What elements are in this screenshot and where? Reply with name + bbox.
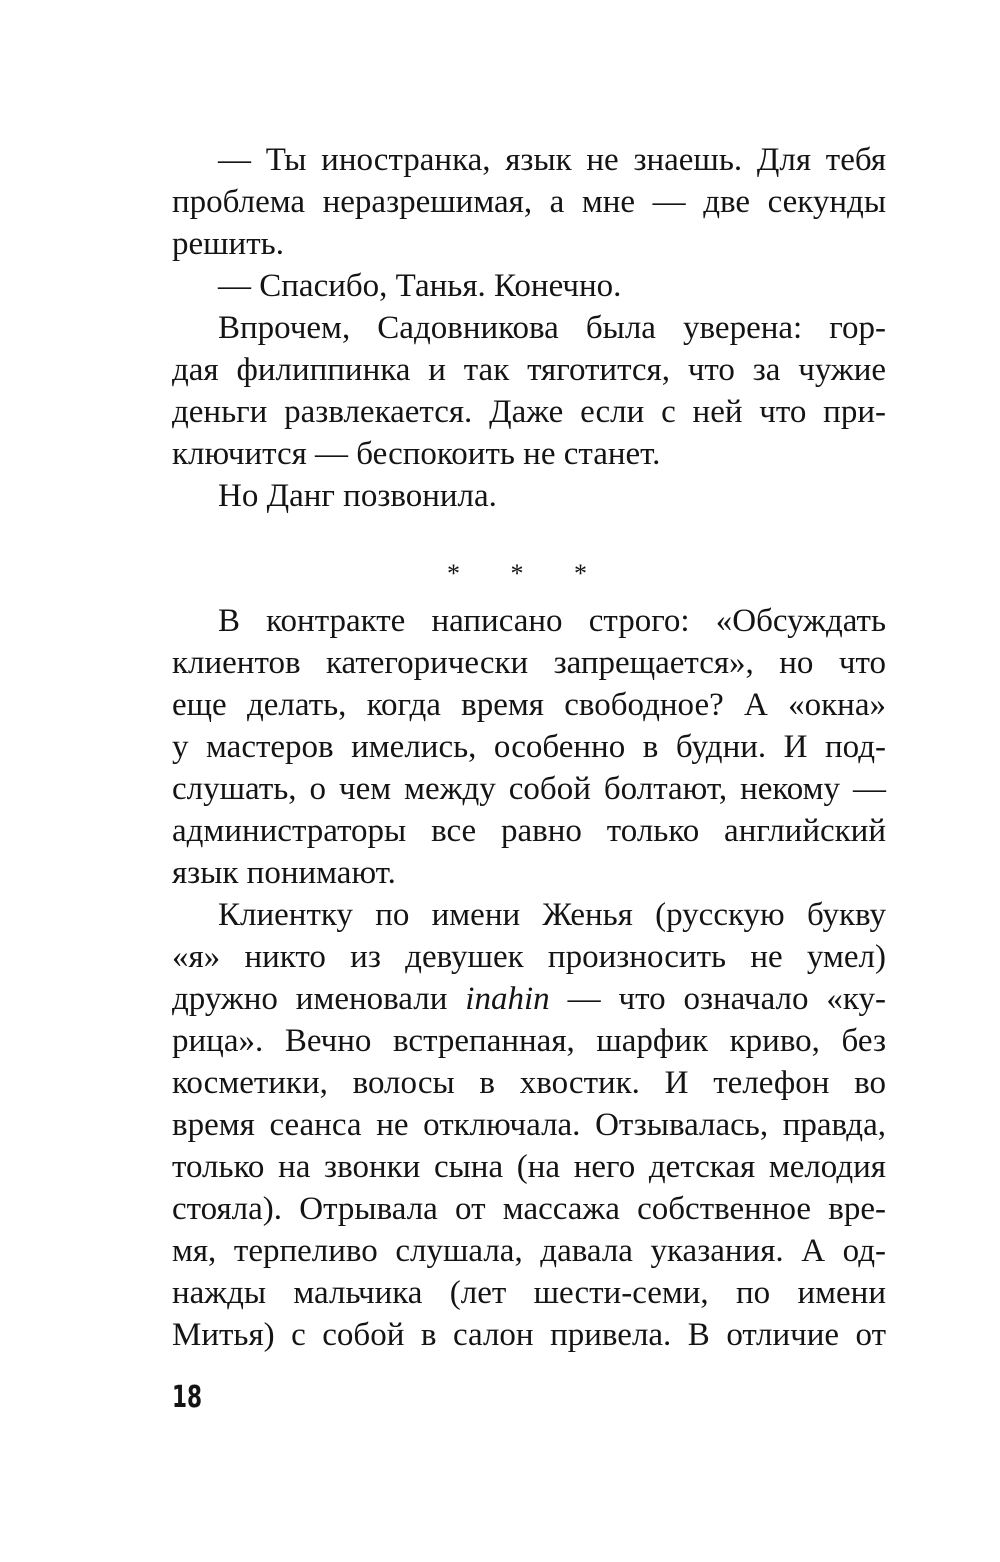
text-line: только на звонки сына (на него детская мелодия [172, 1149, 886, 1185]
top-text-block [172, 139, 886, 517]
text-line: «я» никто из девушек произносить не умел) [172, 939, 886, 975]
text-line: Впрочем, Садовникова была уверена: гор- [218, 310, 886, 346]
text-line: деньги развлекается. Даже если с ней что при- [172, 394, 886, 430]
text-line: Митья) с собой в салон привела. В отличие от [172, 1317, 886, 1353]
text-line: рица». Вечно встрепанная, шарфик криво, без [172, 1023, 886, 1059]
text-line: В контракте написано строго: «Обсуждать [218, 603, 886, 639]
text-line: косметики, волосы в хвостик. И телефон во [172, 1065, 886, 1101]
text-line: Клиентку по имени Женья (русскую букву [218, 897, 886, 933]
italic-word: inahin [465, 981, 550, 1017]
text-line: — Спасибо, Танья. Конечно. [218, 268, 622, 304]
text-line: клиентов категорически запрещается», но что [172, 645, 886, 681]
text-line: стояла). Отрывала от массажа собственное вре- [172, 1191, 886, 1227]
text-line: администраторы все равно только английский [172, 813, 886, 849]
text-line: время сеанса не отключала. Отзывалась, правда, [172, 1107, 886, 1143]
text-line: слушать, о чем между собой болтают, некому — [172, 771, 886, 807]
text-line: дая филиппинка и так тяготится, что за чужие [172, 352, 886, 388]
page-number: 18 [172, 1380, 203, 1415]
text-line: ключится — беспокоить не станет. [172, 436, 661, 472]
text-line: проблема неразрешимая, а мне — две секунды [172, 184, 886, 220]
text-line: мя, терпеливо слушала, давала указания. А од- [172, 1233, 886, 1269]
text-line: решить. [172, 226, 284, 262]
text-line: еще делать, когда время свободное? А «окна» [172, 687, 886, 723]
text-line: язык понимают. [172, 855, 396, 891]
section-separator: * * * [447, 559, 609, 588]
text-line: дружно именовали inahin — что означало «ку- [172, 981, 886, 1017]
text-line: у мастеров имелись, особенно в будни. И под- [172, 729, 886, 765]
bottom-text-block [172, 600, 886, 1356]
text-line: Но Данг позвонила. [218, 478, 497, 514]
text-line: нажды мальчика (лет шести-семи, по имени [172, 1275, 886, 1311]
text-line: — Ты иностранка, язык не знаешь. Для тебя [218, 142, 886, 178]
